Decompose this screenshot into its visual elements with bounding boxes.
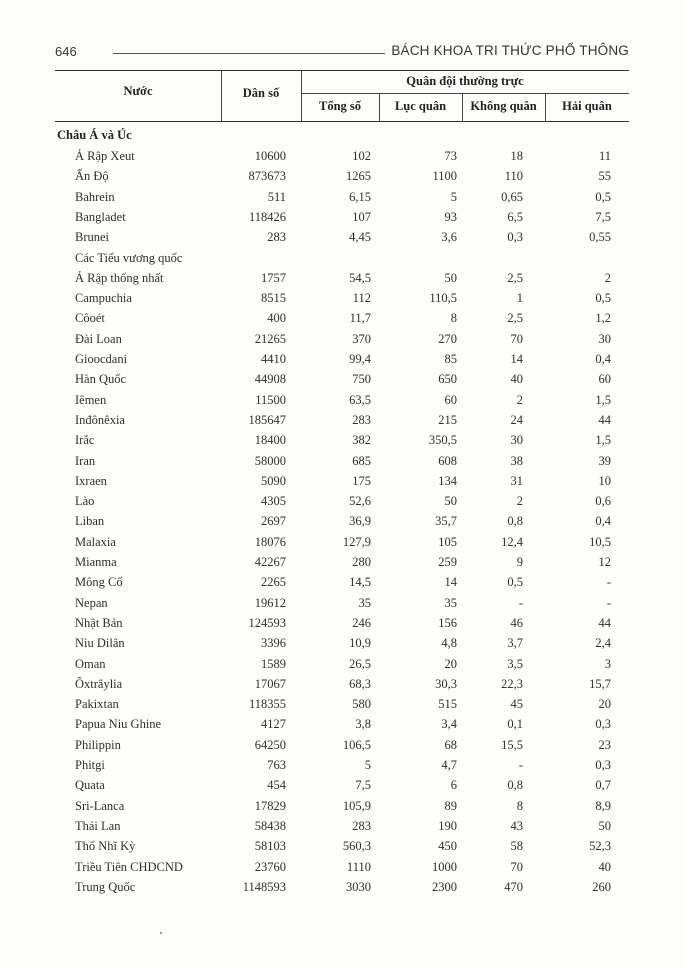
cell-navy: 23: [598, 737, 611, 752]
cell-total: 246: [352, 615, 371, 630]
cell-pop: 23760: [254, 859, 286, 874]
cell-pop: 58103: [254, 839, 286, 854]
cell-ground: 73: [444, 149, 457, 163]
table-row: [0, 230, 683, 250]
cell-air: -: [518, 595, 523, 610]
cell-navy: 39: [598, 453, 611, 468]
cell-total: 685: [352, 453, 371, 468]
cell-navy: 0,7: [595, 778, 611, 793]
cell-air: 6,5: [507, 209, 523, 224]
cell-name: Iêmen: [75, 392, 107, 407]
table-row: [0, 819, 683, 839]
cell-air: 58: [510, 839, 523, 854]
cell-name: Thổ Nhĩ Kỳ: [75, 839, 136, 854]
cell-pop: 21265: [254, 331, 286, 346]
table-row: [0, 880, 683, 900]
header-population: Dân số: [242, 86, 280, 100]
cell-air: 18: [510, 149, 523, 163]
cell-pop: 3396: [261, 636, 286, 651]
table-row: [0, 738, 683, 758]
cell-pop: 64250: [254, 737, 286, 752]
cell-navy: 20: [598, 697, 611, 712]
cell-ground: 1000: [432, 859, 457, 874]
cell-navy: 0,55: [589, 230, 611, 245]
cell-total: 6,15: [349, 189, 371, 204]
table-row: [0, 535, 683, 555]
table-row: [0, 555, 683, 575]
cell-navy: 3: [604, 656, 611, 671]
cell-name: Lào: [75, 494, 95, 509]
header-country: Nước: [123, 84, 153, 98]
cell-pop: 42267: [254, 555, 286, 569]
cell-ground: 6: [450, 778, 457, 793]
cell-navy: 0,5: [595, 291, 611, 306]
header-air: Không quân: [470, 99, 537, 113]
cell-total: 26,5: [349, 656, 371, 671]
cell-total: 7,5: [355, 778, 371, 793]
cell-name: Trung Quốc: [75, 879, 136, 894]
cell-air: 3,7: [507, 636, 523, 651]
table-row: [0, 575, 683, 595]
cell-total: 175: [352, 473, 371, 488]
cell-total: 54,5: [349, 270, 371, 285]
cell-navy: 0,4: [595, 514, 611, 529]
cell-air: 43: [510, 818, 523, 833]
page-number: 646: [55, 44, 77, 59]
cell-pop: 118426: [248, 209, 286, 224]
table-row: [0, 474, 683, 494]
cell-name: Nhật Bản: [75, 615, 123, 630]
cell-navy: 50: [598, 818, 611, 833]
cell-name: Ả Rập thống nhất: [75, 270, 164, 285]
header-ground: Lục quân: [394, 99, 447, 113]
cell-total: 750: [352, 372, 371, 387]
cell-total: 11,7: [349, 311, 371, 326]
cell-air: 30: [510, 433, 523, 448]
cell-pop: 873673: [248, 169, 286, 184]
header-navy: Hải quân: [562, 99, 612, 113]
cell-name: Papua Niu Ghine: [75, 717, 162, 732]
table-row: [0, 190, 683, 210]
cell-air: 470: [504, 879, 523, 894]
cell-air: 0,8: [507, 778, 523, 793]
cell-total: 4,45: [349, 230, 371, 245]
cell-name: Hàn Quốc: [75, 372, 127, 387]
cell-name: Quata: [75, 778, 105, 793]
cell-total: 382: [352, 433, 371, 448]
cell-ground: 190: [438, 818, 457, 833]
cell-total: 99,4: [349, 352, 371, 366]
cell-total: 1265: [346, 169, 371, 184]
cell-pop: 17829: [254, 798, 286, 813]
cell-air: 15,5: [501, 737, 523, 752]
table-row: [0, 169, 683, 189]
cell-total: 280: [352, 555, 371, 569]
table-row: [0, 758, 683, 778]
cell-navy: 2,4: [595, 636, 611, 651]
cell-name: Các Tiểu vương quốc: [75, 250, 183, 265]
table-row: [0, 393, 683, 413]
cell-ground: 35: [444, 595, 457, 610]
header-army-group: Quân đội thường trực: [406, 74, 524, 88]
cell-navy: 44: [598, 412, 611, 427]
table-row: [0, 251, 683, 271]
cell-ground: 93: [444, 209, 457, 224]
cell-air: 12,4: [501, 534, 523, 549]
cell-name: Triều Tiên CHDCND: [75, 859, 183, 874]
cell-air: -: [518, 758, 523, 772]
cell-navy: -: [606, 575, 611, 590]
cell-ground: 156: [438, 615, 457, 630]
cell-navy: 52,3: [589, 839, 611, 854]
cell-name: Nepan: [75, 595, 108, 610]
cell-total: 102: [352, 149, 371, 163]
cell-navy: 2: [604, 270, 611, 285]
cell-navy: 0,3: [595, 758, 611, 772]
cell-total: 105,9: [342, 798, 371, 813]
cell-name: Mông Cổ: [75, 575, 123, 590]
cell-pop: 58438: [254, 818, 286, 833]
cell-navy: 0,6: [595, 494, 611, 509]
cell-ground: 85: [444, 352, 457, 366]
cell-air: 14: [510, 352, 523, 366]
cell-navy: 1,5: [595, 392, 611, 407]
cell-air: 70: [510, 859, 523, 874]
cell-air: 46: [510, 615, 523, 630]
cell-navy: 1,2: [595, 311, 611, 326]
table-row: [0, 677, 683, 697]
cell-ground: 270: [438, 331, 457, 346]
cell-total: 10,9: [349, 636, 371, 651]
cell-navy: 260: [592, 879, 611, 894]
cell-total: 52,6: [349, 494, 371, 509]
table-row: [0, 454, 683, 474]
cell-pop: 44908: [254, 372, 286, 387]
cell-name: Malaxia: [75, 534, 116, 549]
cell-name: Mianma: [75, 555, 117, 569]
cell-ground: 50: [444, 494, 457, 509]
cell-name: Đài Loan: [75, 331, 122, 346]
cell-name: Campuchia: [75, 291, 132, 306]
cell-total: 1110: [346, 859, 371, 874]
cell-total: 3030: [346, 879, 371, 894]
cell-ground: 3,4: [441, 717, 457, 732]
table-row: [0, 596, 683, 616]
cell-total: 36,9: [349, 514, 371, 529]
cell-total: 283: [352, 818, 371, 833]
cell-air: 8: [516, 798, 523, 813]
cell-navy: 7,5: [595, 209, 611, 224]
cell-air: 24: [510, 412, 523, 427]
table-row: [0, 697, 683, 717]
cell-air: 3,5: [507, 656, 523, 671]
cell-total: 580: [352, 697, 371, 712]
table-row: [0, 839, 683, 859]
cell-ground: 515: [438, 697, 457, 712]
table-row: [0, 799, 683, 819]
cell-ground: 110,5: [429, 291, 457, 306]
cell-pop: 17067: [254, 676, 286, 691]
cell-pop: 511: [267, 189, 286, 204]
cell-total: 560,3: [342, 839, 371, 854]
table-row: [0, 311, 683, 331]
cell-ground: 50: [444, 270, 457, 285]
cell-pop: 8515: [261, 291, 286, 306]
cell-ground: 20: [444, 656, 457, 671]
cell-ground: 89: [444, 798, 457, 813]
cell-total: 112: [352, 291, 371, 306]
cell-total: 3,8: [355, 717, 371, 732]
table-row: [0, 433, 683, 453]
cell-ground: 60: [444, 392, 457, 407]
cell-ground: 3,6: [441, 230, 457, 245]
cell-navy: 30: [598, 331, 611, 346]
header-rule: [113, 53, 385, 54]
cell-ground: 5: [450, 189, 457, 204]
cell-air: 2: [516, 392, 523, 407]
cell-pop: 4127: [261, 717, 286, 732]
army-group-divider: [301, 93, 629, 94]
cell-total: 107: [352, 209, 371, 224]
cell-air: 38: [510, 453, 523, 468]
cell-pop: 58000: [254, 453, 286, 468]
cell-ground: 215: [438, 412, 457, 427]
cell-navy: 60: [598, 372, 611, 387]
table-row: [0, 616, 683, 636]
cell-pop: 118355: [248, 697, 286, 712]
cell-name: Brunei: [75, 230, 110, 245]
cell-name: Niu Dilân: [75, 636, 125, 651]
table-row: [0, 657, 683, 677]
cell-total: 68,3: [349, 676, 371, 691]
cell-pop: 11500: [255, 392, 286, 407]
table-row: [0, 413, 683, 433]
cell-ground: 1100: [432, 169, 457, 184]
cell-navy: 1,5: [595, 433, 611, 448]
cell-air: 31: [510, 473, 523, 488]
cell-ground: 608: [438, 453, 457, 468]
cell-name: Inđônêxia: [75, 412, 125, 427]
cell-name: Irắc: [75, 433, 95, 448]
cell-pop: 18076: [254, 534, 286, 549]
table-row: [0, 149, 683, 169]
cell-name: Phitgi: [75, 758, 105, 772]
table-row: [0, 372, 683, 392]
cell-pop: 283: [267, 230, 286, 245]
cell-pop: 454: [267, 778, 286, 793]
cell-air: 2,5: [507, 311, 523, 326]
table-row: [0, 291, 683, 311]
cell-navy: 8,9: [595, 798, 611, 813]
cell-ground: 259: [438, 555, 457, 569]
cell-pop: 124593: [248, 615, 286, 630]
cell-air: 0,1: [507, 717, 523, 732]
table-row: [0, 860, 683, 880]
cell-air: 70: [510, 331, 523, 346]
cell-air: 0,5: [507, 575, 523, 590]
cell-name: Gioocdani: [75, 352, 128, 366]
table-row: [0, 271, 683, 291]
cell-name: Bahrein: [75, 189, 115, 204]
table-row: [0, 352, 683, 372]
cell-navy: 12: [598, 555, 611, 569]
table-row: [0, 210, 683, 230]
table-row: [0, 494, 683, 514]
cell-navy: 10,5: [589, 534, 611, 549]
cell-ground: 35,7: [435, 514, 457, 529]
cell-pop: 763: [267, 758, 286, 772]
cell-pop: 1757: [261, 270, 286, 285]
cell-navy: 44: [598, 615, 611, 630]
table-row: [0, 636, 683, 656]
cell-name: Liban: [75, 514, 105, 529]
cell-ground: 4,7: [441, 758, 457, 772]
cell-ground: 450: [438, 839, 457, 854]
cell-pop: 18400: [254, 433, 286, 448]
cell-pop: 10600: [254, 149, 286, 163]
scan-speck: [160, 932, 162, 934]
cell-ground: 350,5: [428, 433, 457, 448]
cell-name: Thái Lan: [75, 818, 121, 833]
cell-ground: 650: [438, 372, 457, 387]
book-title: BÁCH KHOA TRI THỨC PHỔ THÔNG: [391, 43, 629, 58]
cell-air: 45: [510, 697, 523, 712]
cell-name: Sri-Lanca: [75, 798, 125, 813]
cell-air: 110: [504, 169, 523, 184]
header-total: Tổng số: [318, 99, 362, 113]
cell-name: Ixraen: [75, 473, 107, 488]
cell-name: Côoét: [75, 311, 105, 326]
cell-name: Bangladet: [75, 209, 126, 224]
cell-ground: 14: [444, 575, 457, 590]
cell-total: 35: [358, 595, 371, 610]
cell-air: 0,3: [507, 230, 523, 245]
table-row: [0, 332, 683, 352]
page-header: [55, 44, 629, 64]
cell-name: Philippin: [75, 737, 121, 752]
cell-air: 9: [516, 555, 523, 569]
cell-pop: 400: [267, 311, 286, 326]
cell-ground: 30,3: [435, 676, 457, 691]
cell-air: 2: [516, 494, 523, 509]
cell-ground: 8: [450, 311, 457, 326]
cell-pop: 4410: [261, 352, 286, 366]
cell-name: Oman: [75, 656, 106, 671]
cell-air: 22,3: [501, 676, 523, 691]
cell-pop: 4305: [261, 494, 286, 509]
cell-name: Ấn Độ: [75, 169, 109, 184]
cell-navy: 0,4: [595, 352, 611, 366]
cell-air: 0,8: [507, 514, 523, 529]
cell-ground: 134: [438, 473, 457, 488]
cell-navy: 40: [598, 859, 611, 874]
cell-air: 40: [510, 372, 523, 387]
cell-ground: 4,8: [441, 636, 457, 651]
table-header: [55, 70, 629, 122]
cell-pop: 2265: [261, 575, 286, 590]
section-heading: Châu Á và Úc: [57, 128, 132, 142]
cell-total: 106,5: [342, 737, 371, 752]
table-row: [0, 514, 683, 534]
cell-total: 283: [352, 412, 371, 427]
cell-air: 0,65: [501, 189, 523, 204]
cell-name: Pakixtan: [75, 697, 119, 712]
cell-name: Ả Rập Xeut: [75, 149, 135, 163]
table-row: [0, 778, 683, 798]
cell-total: 63,5: [349, 392, 371, 407]
cell-air: 2,5: [507, 270, 523, 285]
cell-ground: 105: [438, 534, 457, 549]
cell-navy: 55: [598, 169, 611, 184]
cell-navy: 15,7: [589, 676, 611, 691]
cell-navy: 11: [598, 149, 611, 163]
cell-navy: 0,5: [595, 189, 611, 204]
cell-total: 370: [352, 331, 371, 346]
cell-total: 5: [364, 758, 371, 772]
cell-ground: 2300: [432, 879, 457, 894]
cell-navy: 10: [598, 473, 611, 488]
cell-air: 1: [516, 291, 523, 306]
cell-name: Iran: [75, 453, 96, 468]
cell-pop: 1148593: [242, 879, 286, 894]
cell-ground: 68: [444, 737, 457, 752]
cell-total: 127,9: [342, 534, 371, 549]
cell-navy: 0,3: [595, 717, 611, 732]
cell-name: Ôxtrâylia: [75, 676, 123, 691]
cell-pop: 2697: [261, 514, 286, 529]
cell-pop: 5090: [261, 473, 286, 488]
cell-navy: -: [606, 595, 611, 610]
cell-pop: 1589: [261, 656, 286, 671]
cell-pop: 185647: [248, 412, 286, 427]
table-row: [0, 717, 683, 737]
cell-total: 14,5: [349, 575, 371, 590]
cell-pop: 19612: [254, 595, 286, 610]
